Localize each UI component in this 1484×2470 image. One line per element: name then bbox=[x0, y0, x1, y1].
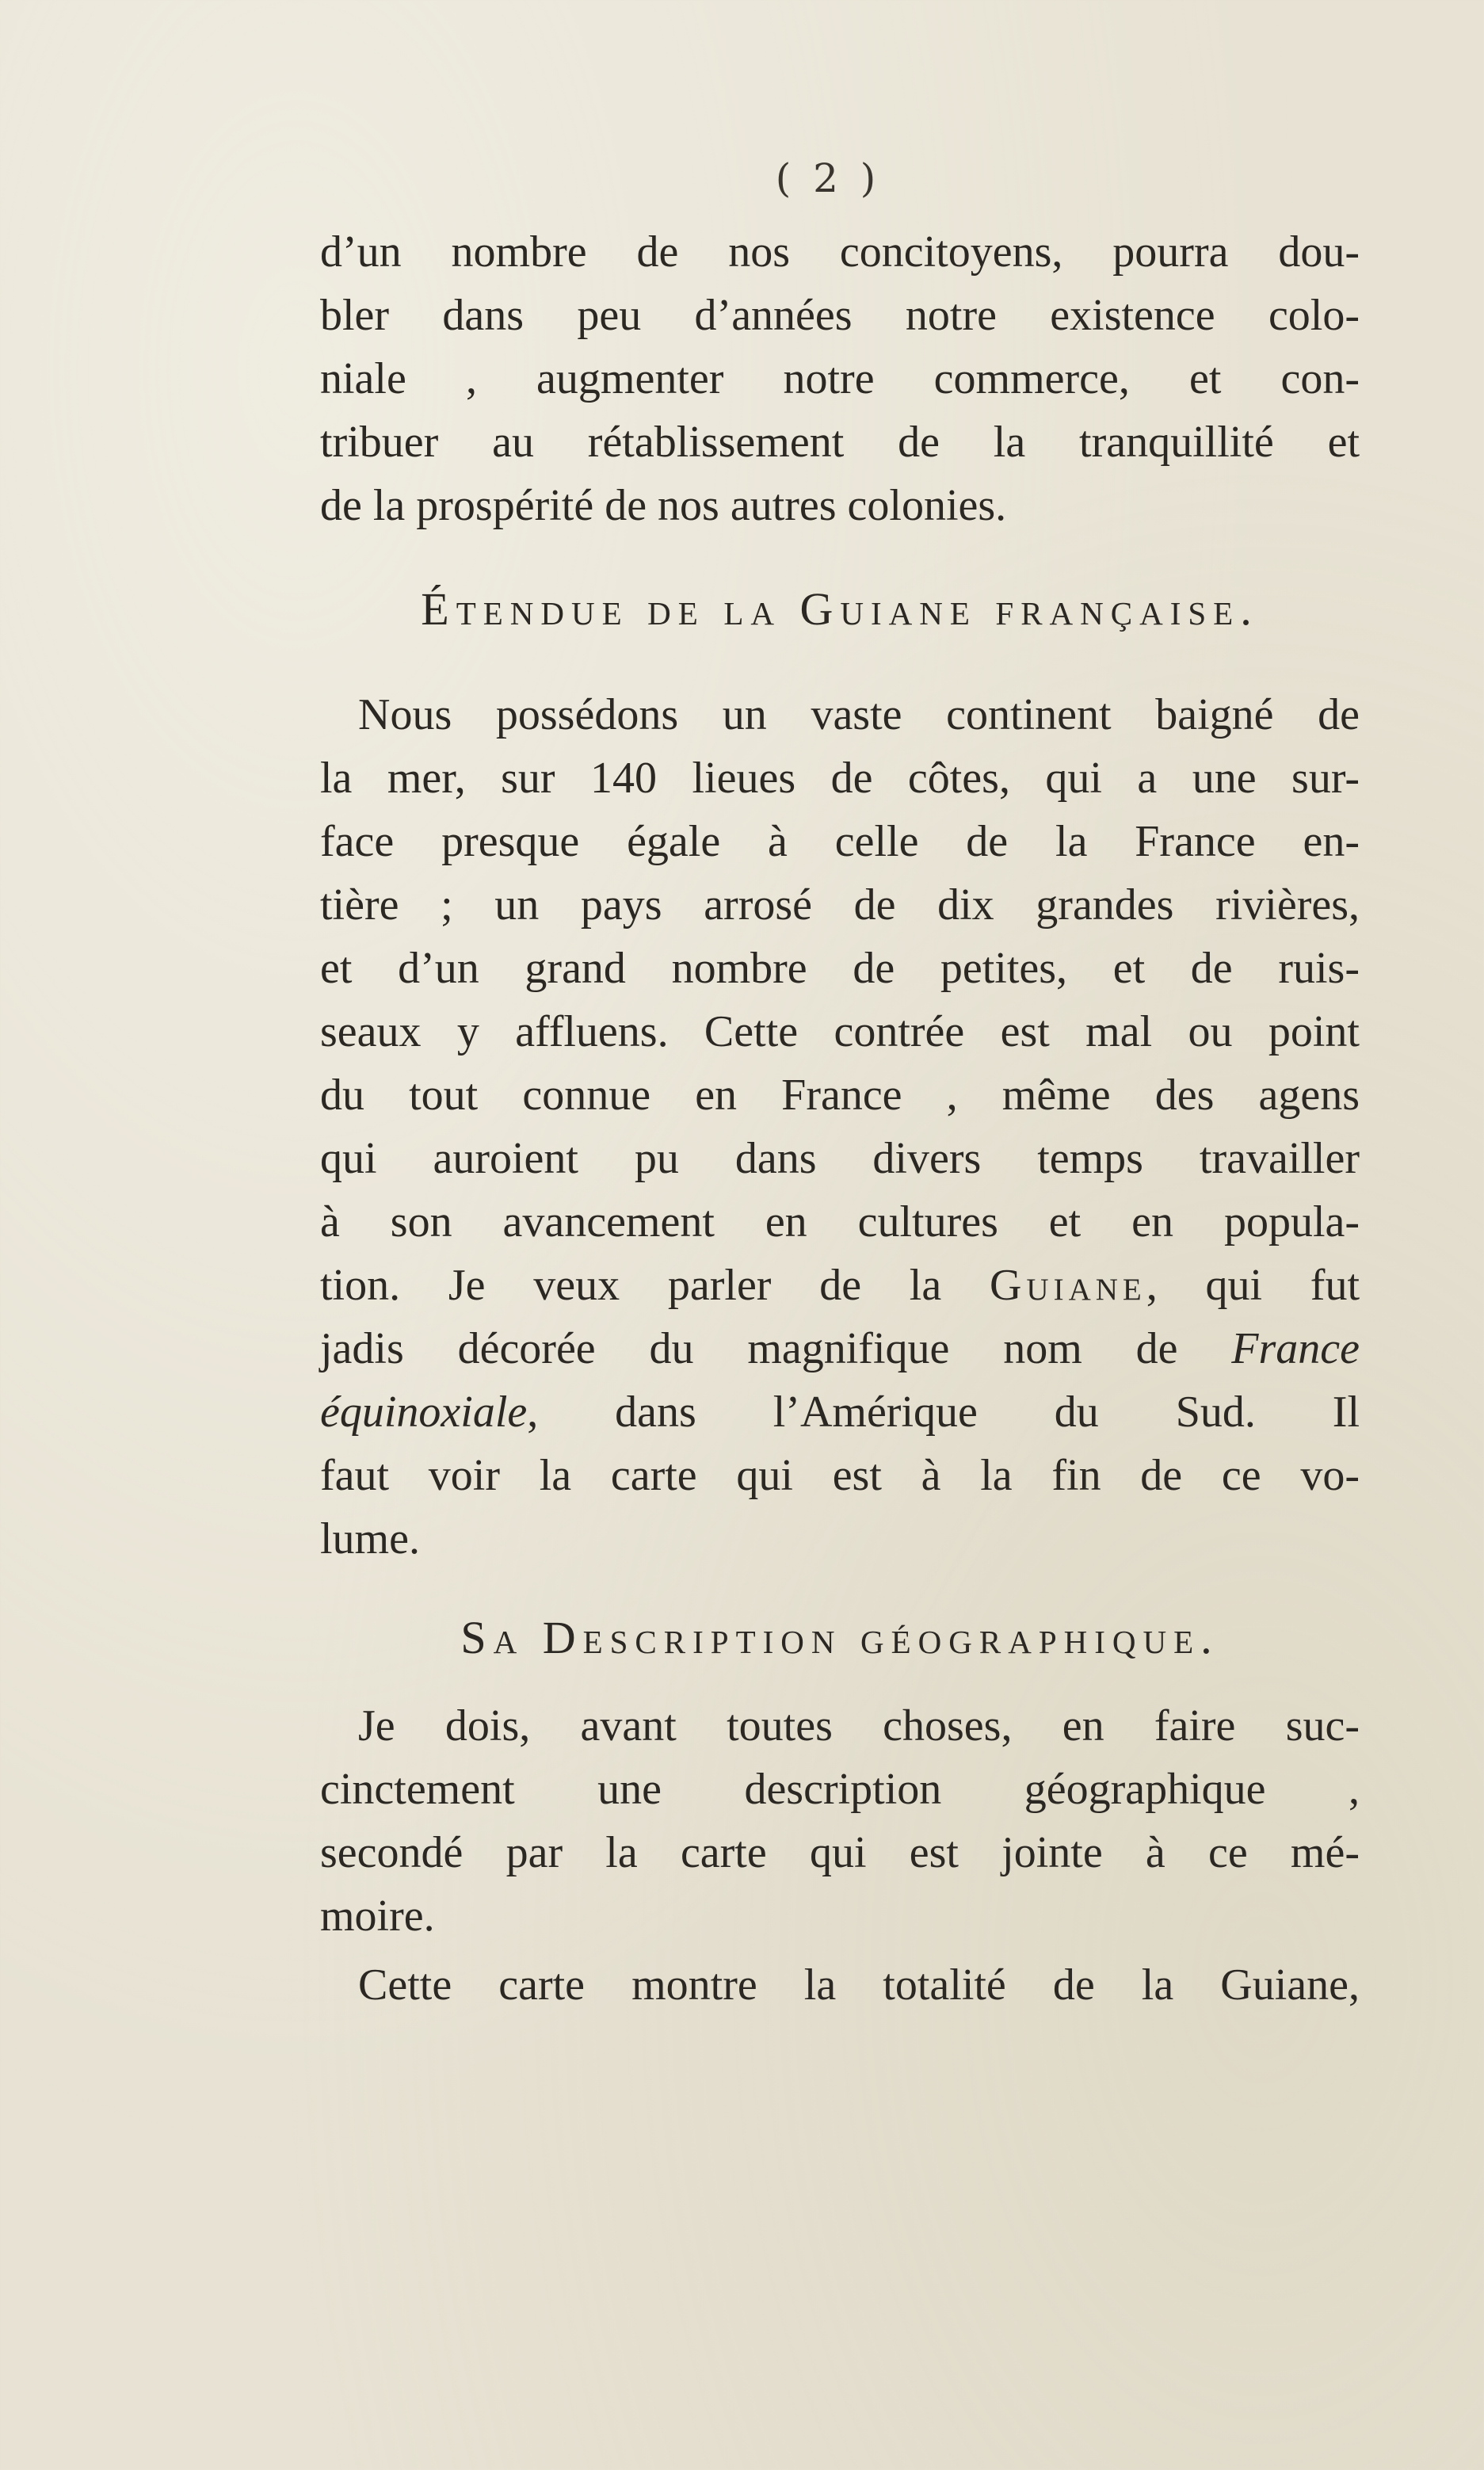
text-line: faut voir la carte qui est à la fin de ce vo- bbox=[320, 1451, 1360, 1500]
text-line: secondé par la carte qui est jointe à ce mé- bbox=[320, 1828, 1360, 1877]
section-heading-etendue: Étendue de la Guiane française. bbox=[421, 583, 1259, 635]
text-line: Nous possédons un vaste continent baigné de bbox=[358, 690, 1360, 739]
text-segment: tion. Je veux parler de la bbox=[320, 1261, 942, 1310]
text-line bbox=[320, 1380, 1360, 1444]
italic-text: France bbox=[1231, 1324, 1360, 1373]
text-line: du tout connue en France , même des agens bbox=[320, 1071, 1360, 1120]
italic-text: équinoxiale bbox=[320, 1388, 528, 1437]
page-number: ( 2 ) bbox=[775, 155, 881, 201]
paragraph-etendue bbox=[320, 683, 1360, 1571]
text-line: lume. bbox=[320, 1514, 420, 1563]
text-line: qui auroient pu dans divers temps travailler bbox=[320, 1134, 1360, 1183]
text-line: niale , augmenter notre commerce, et con- bbox=[320, 354, 1360, 403]
paragraph-description bbox=[320, 1694, 1360, 1948]
text-line: moire. bbox=[320, 1892, 435, 1941]
text-segment: , dans l’Amérique du Sud. Il bbox=[527, 1388, 1360, 1437]
text-line: tribuer au rétablissement de la tranquillité et bbox=[320, 418, 1360, 467]
text-line: face presque égale à celle de la France en- bbox=[320, 817, 1360, 866]
text-segment: jadis décorée du magnifique nom de bbox=[320, 1324, 1178, 1373]
text-line: seaux y affluens. Cette contrée est mal ou point bbox=[320, 1007, 1360, 1056]
text-line bbox=[320, 1254, 1360, 1317]
paragraph-intro bbox=[320, 220, 1360, 537]
text-line: à son avancement en cultures et en popula- bbox=[320, 1197, 1360, 1246]
text-line: la mer, sur 140 lieues de côtes, qui a une sur- bbox=[320, 754, 1360, 803]
section-heading-description: Sa Description géographique. bbox=[460, 1612, 1219, 1663]
text-line: Cette carte montre la totalité de la Guiane, bbox=[358, 1960, 1360, 2010]
text-line: tière ; un pays arrosé de dix grandes rivières, bbox=[320, 880, 1360, 930]
guiane-name: Guiane bbox=[989, 1261, 1146, 1310]
text-line: de la prospérité de nos autres colonies. bbox=[320, 481, 1007, 530]
text-line: et d’un grand nombre de petites, et de ruis- bbox=[320, 944, 1360, 993]
text-line: bler dans peu d’années notre existence colo- bbox=[320, 291, 1360, 340]
text-line: Je dois, avant toutes choses, en faire suc- bbox=[358, 1701, 1360, 1750]
paragraph-carte bbox=[320, 1953, 1360, 2017]
text-line bbox=[320, 1317, 1360, 1380]
text-line: d’un nombre de nos concitoyens, pourra dou- bbox=[320, 227, 1360, 277]
text-segment: , qui fut bbox=[1146, 1261, 1360, 1310]
text-line: cinctement une description géographique , bbox=[320, 1765, 1360, 1814]
